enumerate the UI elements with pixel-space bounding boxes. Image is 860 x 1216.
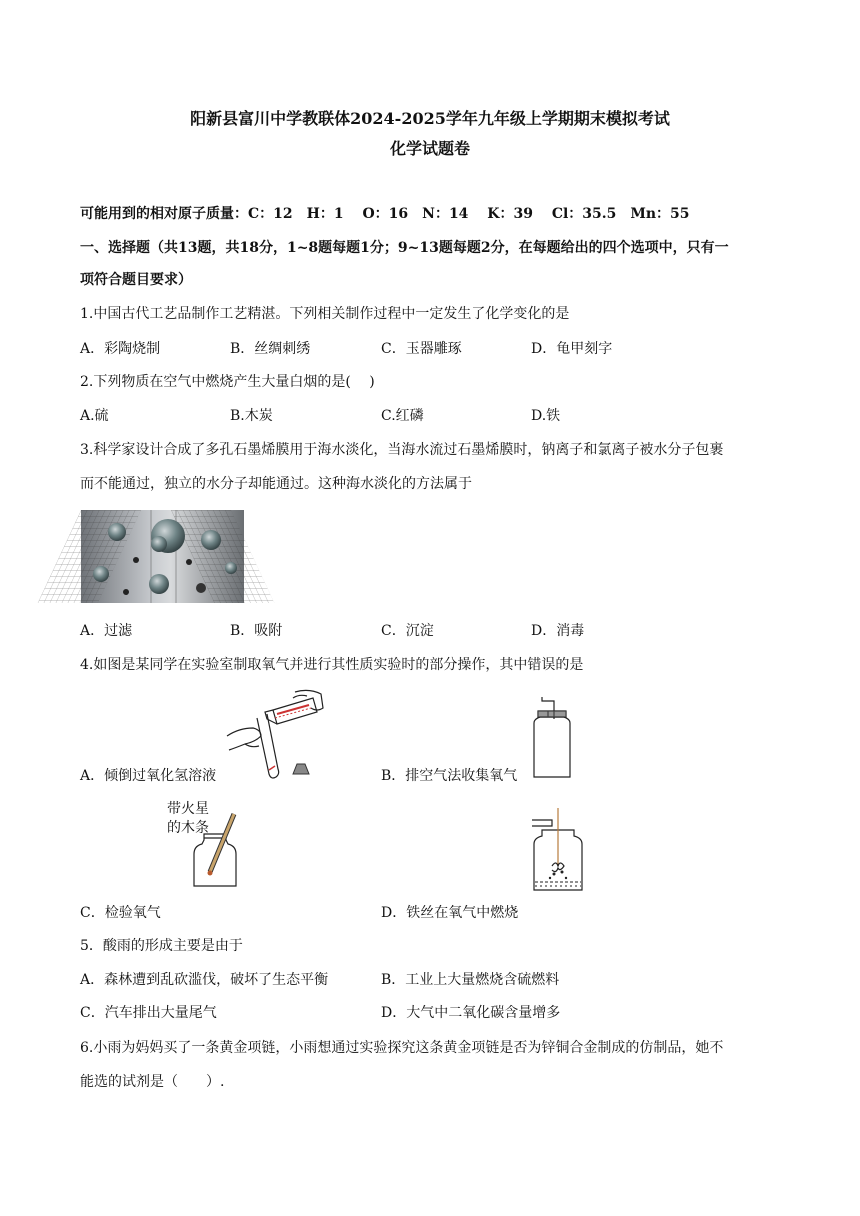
section-heading: 一、选择题（共13题，共18分，1~8题每题1分；9~13题每题2分，在每题给出的四个选项中，只有一 xyxy=(80,240,729,256)
option-c: C．玉器雕琢 xyxy=(381,341,462,357)
option-c: C．检验氧气 xyxy=(80,905,161,921)
exam-title: 阳新县富川中学教联体2024-2025学年九年级上学期期末模拟考试 xyxy=(190,109,670,128)
atomic-masses: 可能用到的相对原子质量：C：12 H：1 O：16 N：14 K：39 Cl：35.5 Mn：55 xyxy=(80,206,690,222)
option-d: D．铁丝在氧气中燃烧 xyxy=(381,905,519,921)
option-a: A.硫 xyxy=(80,408,109,424)
splint-label: 带火星 xyxy=(167,801,209,817)
graphene-membrane-image xyxy=(81,510,244,603)
iron-wire-combustion-figure xyxy=(530,808,586,892)
question-stem: 3.科学家设计合成了多孔石墨烯膜用于海水淡化，当海水流过石墨烯膜时，钠离子和氯离子被水分子包裹 xyxy=(80,442,724,458)
option-c: C．汽车排出大量尾气 xyxy=(80,1005,217,1021)
section-heading-cont: 项符合题目要求） xyxy=(80,272,192,288)
option-a: A．彩陶烧制 xyxy=(80,341,161,357)
option-c: C．沉淀 xyxy=(381,623,434,639)
exam-subtitle: 化学试题卷 xyxy=(389,139,470,158)
option-a: A．过滤 xyxy=(80,623,133,639)
question-stem-cont: 能选的试剂是（ ）. xyxy=(80,1074,225,1090)
question-stem: 6.小雨为妈妈买了一条黄金项链，小雨想通过实验探究这条黄金项链是否为锌铜合金制成的仿制品，她不 xyxy=(80,1040,724,1056)
question-stem-cont: 而不能通过，独立的水分子却能通过。这种海水淡化的方法属于 xyxy=(80,476,472,492)
option-c: C.红磷 xyxy=(381,408,424,424)
question-stem: 2.下列物质在空气中燃烧产生大量白烟的是( ) xyxy=(80,374,375,390)
option-b: B．吸附 xyxy=(230,623,283,639)
option-b: B．排空气法收集氧气 xyxy=(381,768,518,784)
oxygen-test-figure xyxy=(190,812,240,888)
question-stem: 1.中国古代工艺品制作工艺精湛。下列相关制作过程中一定发生了化学变化的是 xyxy=(80,306,570,322)
option-a: A．森林遭到乱砍滥伐，破坏了生态平衡 xyxy=(80,972,329,988)
option-d: D．大气中二氧化碳含量增多 xyxy=(381,1005,561,1021)
pouring-solution-figure xyxy=(225,688,325,780)
question-stem: 5．酸雨的形成主要是由于 xyxy=(80,938,243,954)
question-stem: 4.如图是某同学在实验室制取氧气并进行其性质实验时的部分操作，其中错误的是 xyxy=(80,657,584,673)
splint-label: 的木条 xyxy=(167,820,209,836)
option-d: D．消毒 xyxy=(531,623,585,639)
option-d: D.铁 xyxy=(531,408,561,424)
option-d: D．龟甲刻字 xyxy=(531,341,613,357)
option-b: B．丝绸刺绣 xyxy=(230,341,311,357)
gas-collection-bottle-figure xyxy=(528,697,576,779)
option-b: B．工业上大量燃烧含硫燃料 xyxy=(381,972,560,988)
option-b: B.木炭 xyxy=(230,408,273,424)
option-a: A．倾倒过氧化氢溶液 xyxy=(80,768,217,784)
